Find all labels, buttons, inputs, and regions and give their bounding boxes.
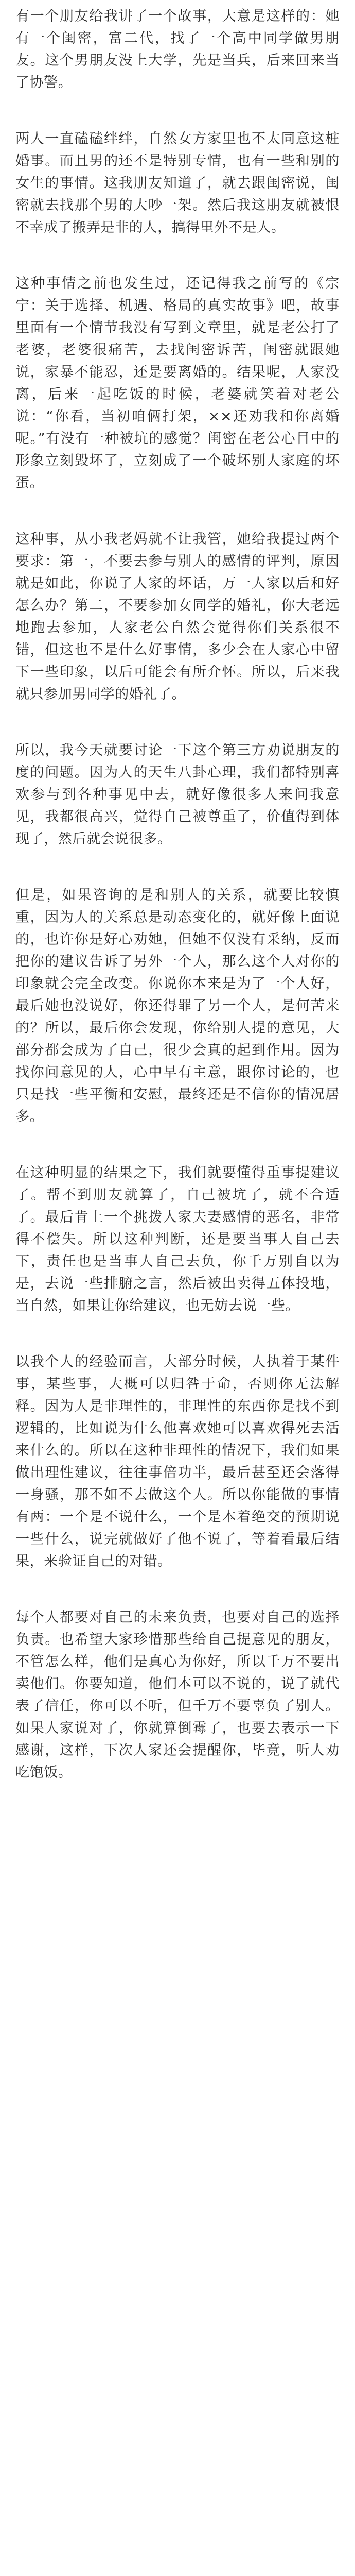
paragraph: 以我个人的经验而言，大部分时候，人执着于某件事，某些事，大概可以归咎于命，否则你无法解释。因为人是非理性的，非理性的东西你是找不到逻辑的，比如说为什么他喜欢她可以喜欢得死去活来什么的。所以在这种非理性的情况下，我们如果做出理性建议，往往事倍功半，最后甚至还会落得一身骚，那不如不去做这个人。所以你能做的事情有两：一个是不说什么，一个是本着绝交的预期说一些什么，说完就做好了他不说了，等着看最后结果，来验证自己的对错。 [15,1354,340,1569]
paragraph: 每个人都要对自己的未来负责，也要对自己的选择负责。也希望大家珍惜那些给自己提意见的朋友，不管怎么样，他们是真心为你好，所以千万不要出卖他们。你要知道，他们本可以不说的，说了就代表了信任，你可以不听，但千万不要辜负了别人。如果人家说对了，你就算倒霉了，也要去表示一下感谢，这样，下次人家还会提醒你，毕竟，听人劝吃饱饭。 [15,1609,340,1781]
paragraph: 有一个朋友给我讲了一个故事，大意是这样的：她有一个闺密，富二代，找了一个高中同学做男朋友。这个男朋友没上大学，先是当兵，后来回来当了协警。 [15,8,340,91]
paragraph: 但是，如果咨询的是和别人的关系，就要比较慎重，因为人的关系总是动态变化的，就好像上面说的，也许你是好心劝她，但她不仅没有采纳，反而把你的建议告诉了另外一个人，那么这个人对你的印象就会完全改变。你说你本来是为了一个人好，最后她也没说好，你还得罪了另一个人，是何苦来的？所以，最后你会发现，你给别人提的意见，大部分都会成为了自己，很少会真的起到作用。因为找你问意见的人，心中早有主意，跟你讨论的，也只是找一些平衡和安慰，最终还是不信你的情况居多。 [15,887,340,1125]
paragraph: 所以，我今天就要讨论一下这个第三方劝说朋友的度的问题。因为人的天生八卦心理，我们都特别喜欢参与到各种事见中去，就好像很多人来问我意见，我都很高兴，觉得自己被尊重了，价值得到体现了，然后就会说很多。 [15,742,340,847]
paragraph: 在这种明显的结果之下，我们就要懂得重事提建议了。帮不到朋友就算了，自己被坑了，就不合适了。最后肯上一个挑拨人家夫妻感情的恶名，非常得不偿失。所以这种判断，还是要当事人自己去下，责任也是当事人自己去负，你千万别自以为是，去说一些排腑之言，然后被出卖得五体投地，当自然，如果让你给建议，也无妨去说一些。 [15,1165,340,1314]
paragraph: 这种事，从小我老妈就不让我管，她给我提过两个要求：第一，不要去参与别人的感情的评判，原因就是如此，你说了人家的坏话，万一人家以后和好怎么办？第二，不要参加女同学的婚礼，你大老远地跑去参加，人家老公自然会觉得你们关系很不错，但这也不是什么好事情，多少会在人家心中留下一些印象，以后可能会有所介怀。所以，后来我就只参加男同学的婚礼了。 [15,531,340,702]
paragraph: 两人一直磕磕绊绊，自然女方家里也不太同意这桩婚事。而且男的还不是特别专情，也有一些和别的女生的事情。这我朋友知道了，就去跟闺密说，闺密就去找那个男的大吵一架。然后我这朋友就被恨不幸成了搬弄是非的人，搞得里外不是人。 [15,131,340,235]
paragraph: 这种事情之前也发生过，还记得我之前写的《宗宁：关于选择、机遇、格局的真实故事》吧，故事里面有一个情节我没有写到文章里，就是老公打了老婆，老婆很痛苦，去找闺密诉苦，闺密就跟她说，家暴不能忍，还是要离婚的。结果呢，人家没离，后来一起吃饭的时候，老婆就笑着对老公说：“你看，当初咱俩打架，××还劝我和你离婚呢。”有没有一种被坑的感觉？闺密在老公心目中的形象立刻毁坏了，立刻成了一个破坏别人家庭的坏蛋。 [15,276,340,491]
article-body [15,5,340,1818]
